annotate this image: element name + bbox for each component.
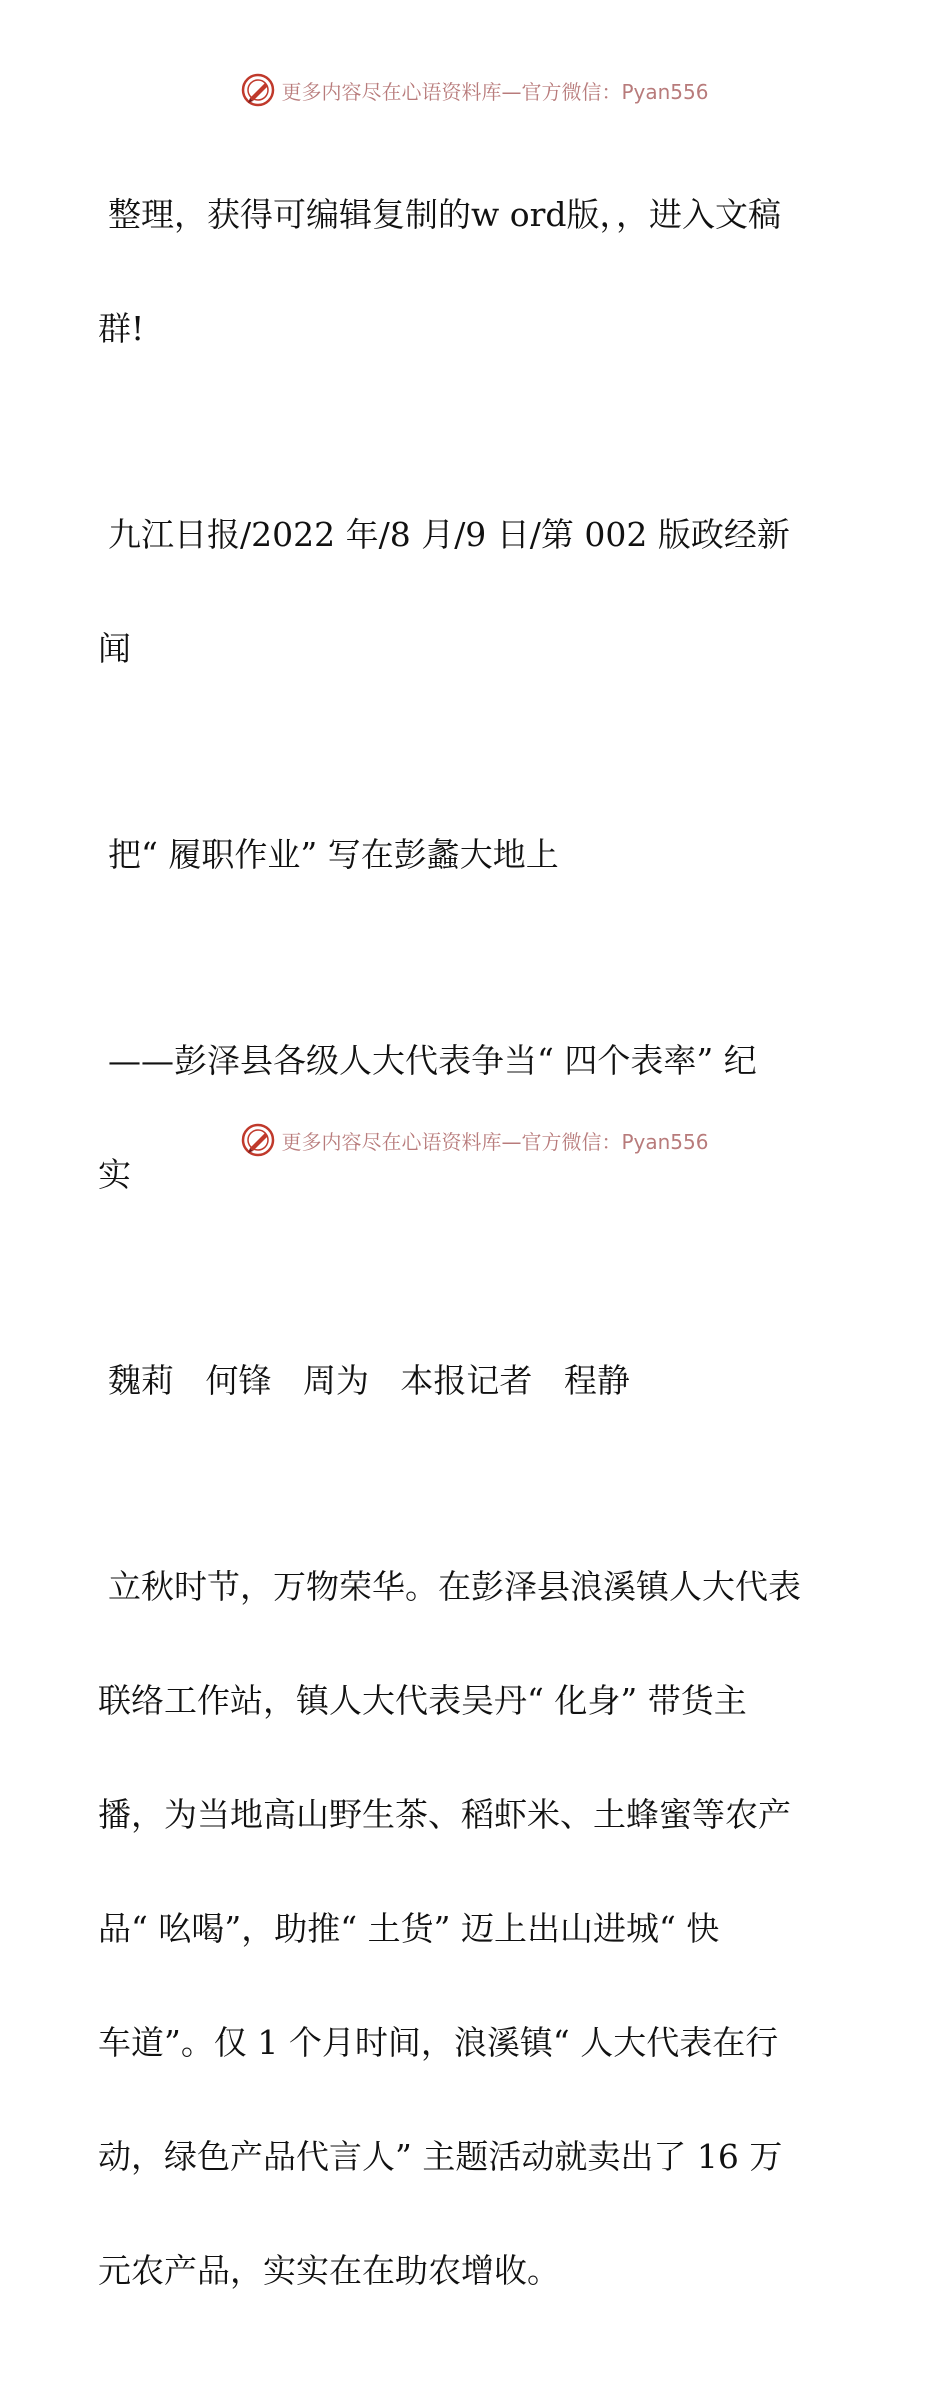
- article-subtitle: [98, 966, 858, 1270]
- text-line: 立秋时节，万物荣华。在彭泽县浪溪镇人大代表: [108, 1567, 801, 1606]
- watermark-text: 更多内容尽在心语资料库—官方微信：Pyan556: [281, 79, 709, 104]
- text-line: 品“ 吆喝”，助推“ 土货” 迈上出山进城“ 快: [98, 1909, 720, 1948]
- text-line: 魏莉 何锋 周为 本报记者 程静: [108, 1361, 630, 1400]
- watermark-text: 更多内容尽在心语资料库—官方微信：Pyan556: [281, 1129, 709, 1154]
- body-paragraph: [98, 1492, 858, 2366]
- article-body: [98, 120, 858, 2382]
- watermark-header: [0, 70, 950, 110]
- text-line: 九江日报/2022 年/8 月/9 日/第 002 版政经新: [108, 515, 790, 554]
- text-line: 整理，获得可编辑复制的w ord版，，进入文稿: [108, 195, 782, 234]
- article-title: [98, 760, 858, 950]
- source-paragraph: [98, 440, 858, 744]
- text-line: 群!: [98, 309, 145, 348]
- text-line: 实: [98, 1155, 131, 1194]
- pen-logo-icon: [241, 73, 275, 107]
- text-line: 车道”。仅 1 个月时间，浪溪镇“ 人大代表在行: [98, 2023, 779, 2062]
- text-line: 闻: [98, 629, 131, 668]
- text-line: 动，绿色产品代言人” 主题活动就卖出了 16 万: [98, 2137, 783, 2176]
- article-authors: [98, 1286, 858, 1476]
- text-line: 把“ 履职作业” 写在彭蠡大地上: [108, 835, 559, 874]
- text-line: 元农产品，实实在在助农增收。: [98, 2251, 560, 2290]
- pen-logo-icon: [241, 1123, 275, 1157]
- watermark-footer: [0, 1120, 950, 1160]
- text-line: 播，为当地高山野生茶、稻虾米、土蜂蜜等农产: [98, 1795, 791, 1834]
- text-line: 联络工作站，镇人大代表吴丹“ 化身” 带货主: [98, 1681, 747, 1720]
- intro-paragraph: [98, 120, 858, 424]
- text-line: ——彭泽县各级人大代表争当“ 四个表率” 纪: [108, 1041, 757, 1080]
